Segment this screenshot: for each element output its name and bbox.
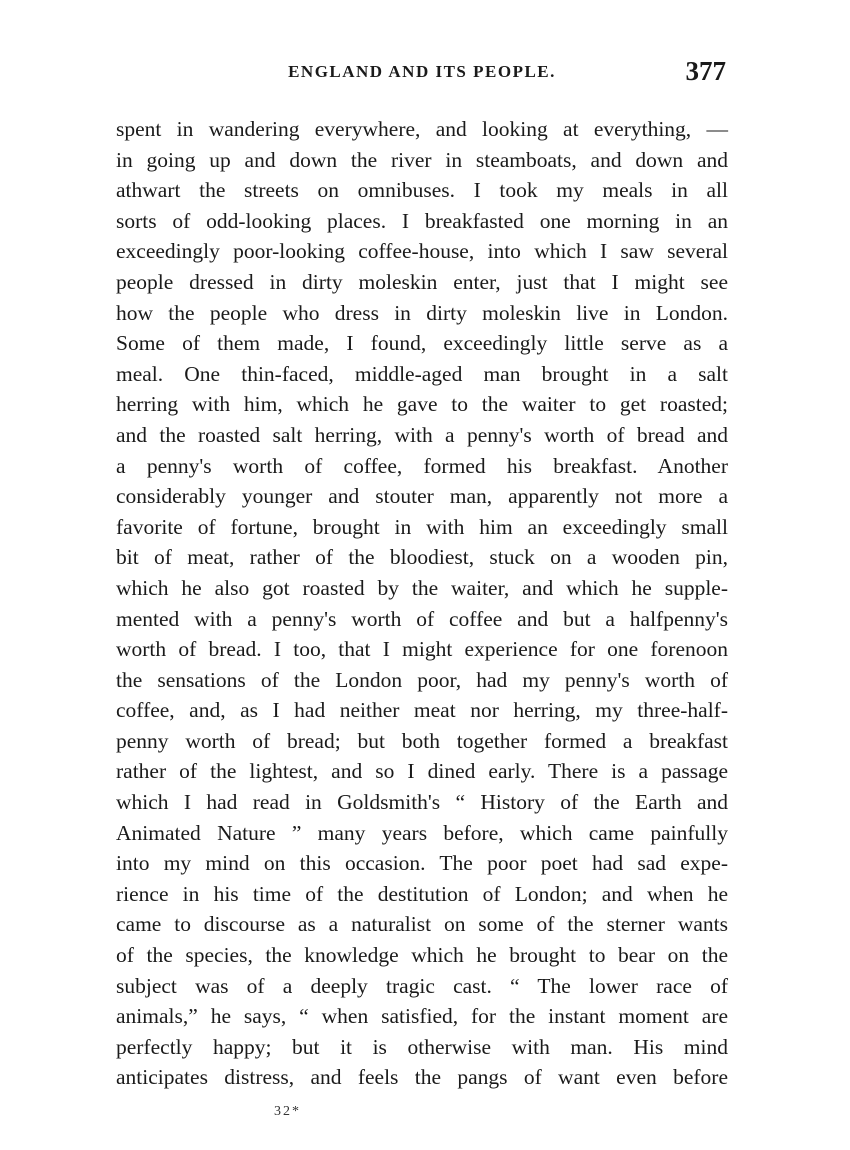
text-line: mented with a penny's worth of coffee and but a halfpenny's <box>116 606 728 631</box>
text-line: into my mind on this occasion. The poor poet had sad expe- <box>116 851 728 876</box>
text-line: coffee, and, as I had neither meat nor herring, my three-half- <box>116 698 728 723</box>
text-line: worth of bread. I too, that I might experience for one forenoon <box>116 637 728 662</box>
body-text <box>116 114 728 1093</box>
text-line: in going up and down the river in steamboats, and down and <box>116 147 728 172</box>
text-line: meal. One thin-faced, middle-aged man brought in a salt <box>116 361 728 386</box>
text-line: and the roasted salt herring, with a penny's worth of bread and <box>116 422 728 447</box>
text-line: penny worth of bread; but both together formed a breakfast <box>116 728 728 753</box>
text-line: bit of meat, rather of the bloodiest, stuck on a wooden pin, <box>116 545 728 570</box>
text-line: of the species, the knowledge which he brought to bear on the <box>116 943 728 968</box>
running-title: ENGLAND AND ITS PEOPLE. <box>288 62 556 81</box>
text-line: came to discourse as a naturalist on some of the sterner wants <box>116 912 728 937</box>
text-line: Animated Nature ” many years before, which came painfully <box>116 820 728 845</box>
text-line: the sensations of the London poor, had my penny's worth of <box>116 667 728 692</box>
text-line: rience in his time of the destitution of London; and when he <box>116 881 728 906</box>
text-line: sorts of odd-looking places. I breakfasted one morning in an <box>116 208 728 233</box>
text-line: athwart the streets on omnibuses. I took my meals in all <box>116 178 728 203</box>
text-line: rather of the lightest, and so I dined early. There is a passage <box>116 759 728 784</box>
text-line: how the people who dress in dirty moleskin live in London. <box>116 300 728 325</box>
text-line: which he also got roasted by the waiter, and which he supple- <box>116 575 728 600</box>
text-line: perfectly happy; but it is otherwise with man. His mind <box>116 1034 728 1059</box>
text-line: animals,” he says, “ when satisfied, for the instant moment are <box>116 1004 728 1029</box>
text-line: subject was of a deeply tragic cast. “ The lower race of <box>116 973 728 998</box>
signature-mark: 32* <box>274 1104 301 1119</box>
text-line: considerably younger and stouter man, apparently not more a <box>116 484 728 509</box>
text-line: herring with him, which he gave to the waiter to get roasted; <box>116 392 728 417</box>
text-line: exceedingly poor-looking coffee-house, into which I saw several <box>116 239 728 264</box>
text-line: anticipates distress, and feels the pangs of want even before <box>116 1065 728 1090</box>
text-line: a penny's worth of coffee, formed his breakfast. Another <box>116 453 728 478</box>
text-line: people dressed in dirty moleskin enter, just that I might see <box>116 269 728 294</box>
running-head <box>116 56 728 92</box>
text-line: Some of them made, I found, exceedingly little serve as a <box>116 331 728 356</box>
text-line: spent in wandering everywhere, and looking at everything, — <box>116 117 728 141</box>
page-number: 377 <box>685 56 726 86</box>
text-line: which I had read in Goldsmith's “ History of the Earth and <box>116 790 728 815</box>
text-line: favorite of fortune, brought in with him an exceedingly small <box>116 514 728 539</box>
